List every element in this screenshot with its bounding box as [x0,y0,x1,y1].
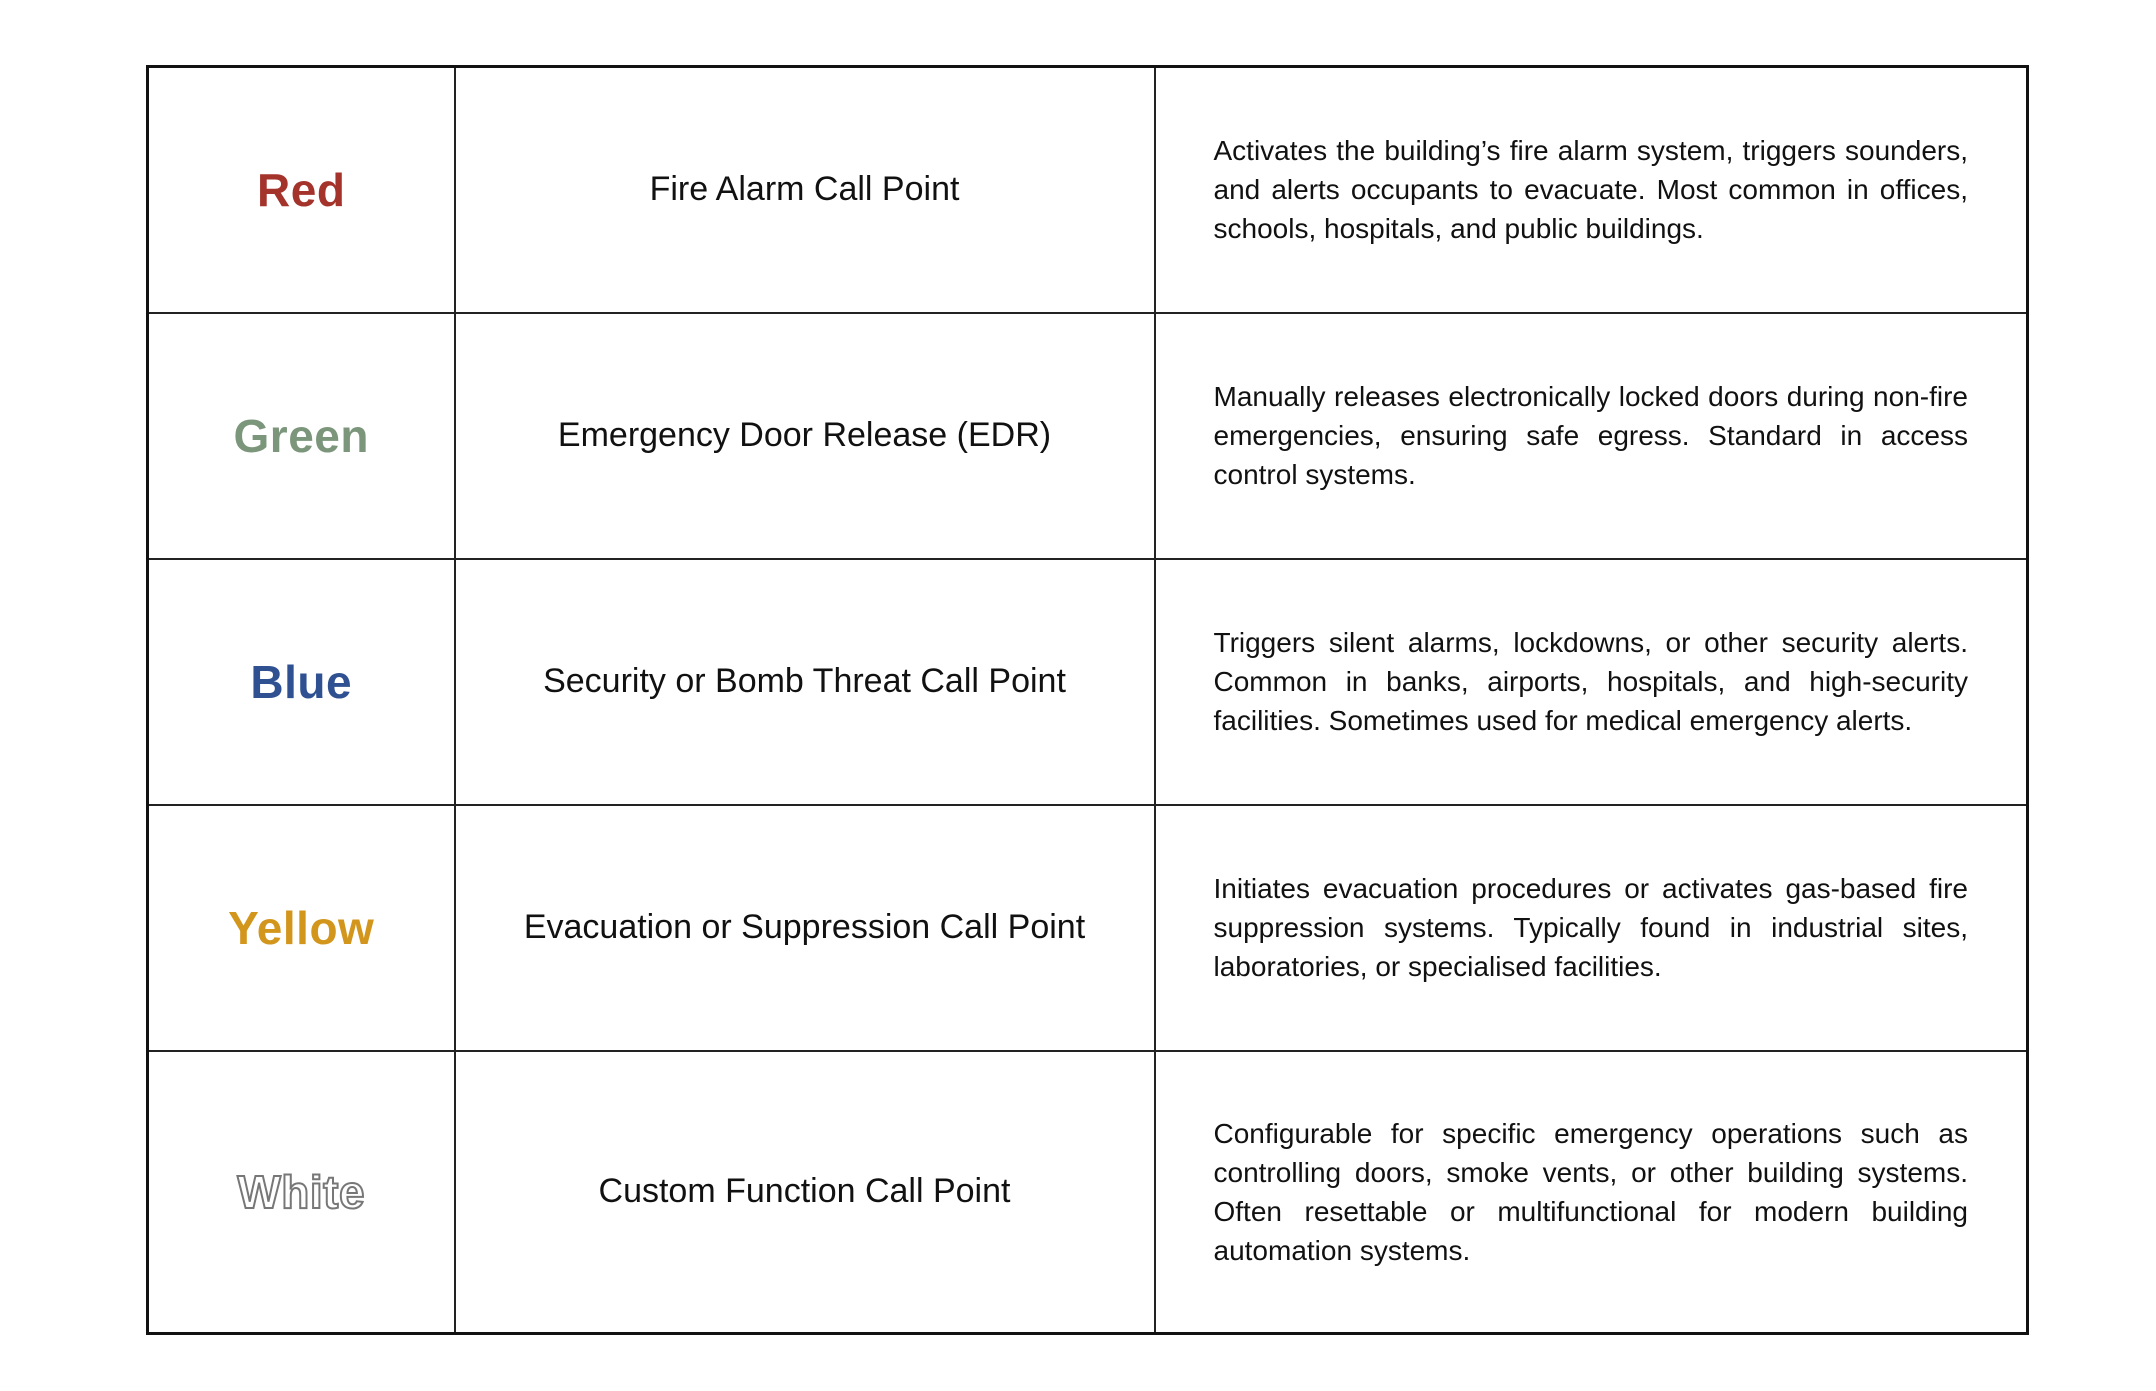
function-name: Evacuation or Suppression Call Point [455,805,1155,1051]
function-description: Activates the building’s fire alarm system, triggers sounders, and alerts occupants to evacuate. Most common in offices, schools, hospitals, and public buildings. [1155,67,2028,313]
function-description: Triggers silent alarms, lockdowns, or other security alerts. Common in banks, airports, hospitals, and high-security facilities. Sometimes used for medical emergency alerts. [1155,559,2028,805]
call-point-colour-table [146,65,2029,1335]
colour-label-blue: Blue [148,559,455,805]
colour-label-green: Green [148,313,455,559]
function-description: Manually releases electronically locked doors during non-fire emergencies, ensuring safe egress. Standard in access control systems. [1155,313,2028,559]
colour-label-red: Red [148,67,455,313]
function-description: Initiates evacuation procedures or activates gas-based fire suppression systems. Typically found in industrial sites, laboratories, or specialised facilities. [1155,805,2028,1051]
function-name: Custom Function Call Point [455,1051,1155,1334]
function-name: Emergency Door Release (EDR) [455,313,1155,559]
table-row-yellow [148,805,2028,1051]
table-row-red [148,67,2028,313]
table-row-white [148,1051,2028,1334]
function-description: Configurable for specific emergency operations such as controlling doors, smoke vents, or other building systems. Often resettable or multifunctional for modern building automation systems. [1155,1051,2028,1334]
function-name: Fire Alarm Call Point [455,67,1155,313]
table-row-green [148,313,2028,559]
function-name: Security or Bomb Threat Call Point [455,559,1155,805]
table-row-blue [148,559,2028,805]
colour-label-white: White [148,1051,455,1334]
colour-label-yellow: Yellow [148,805,455,1051]
